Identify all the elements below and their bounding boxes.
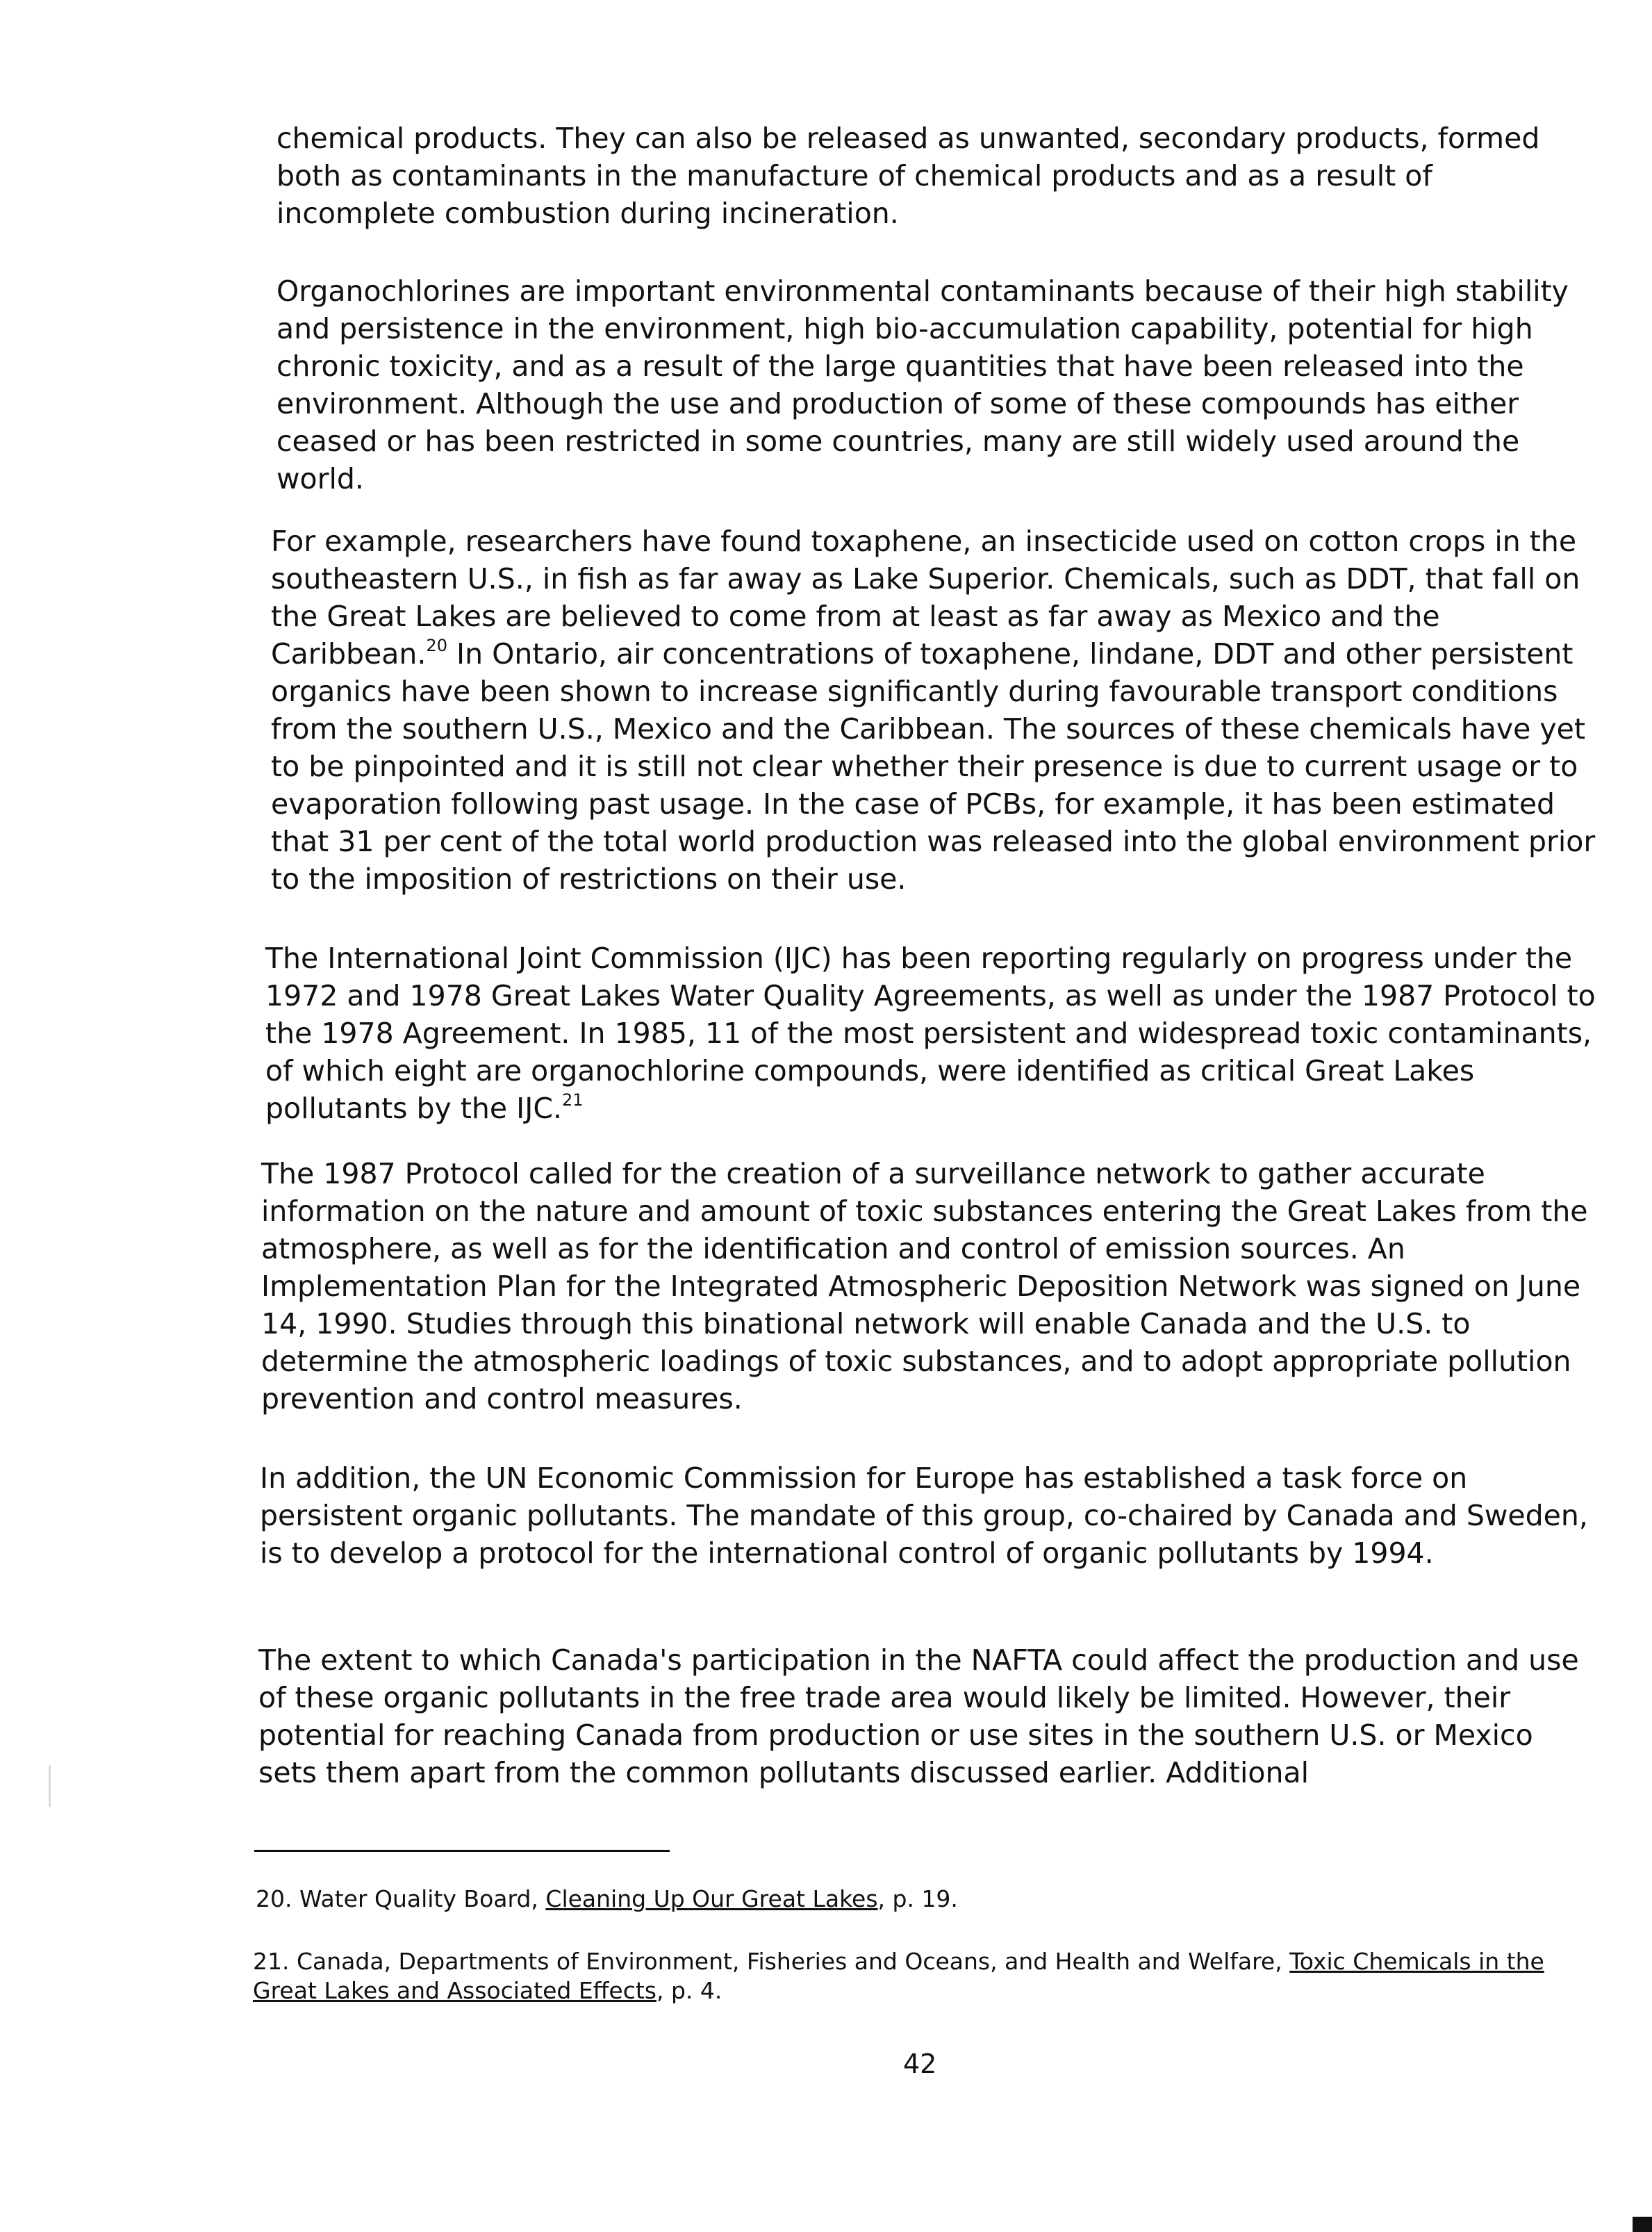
- footnote-20-number: 20.: [256, 1885, 292, 1912]
- paragraph-1: chemical products. They can also be released as unwanted, secondary products, formed both as contaminants in the manufacture of chemical products and as a result of incomplete combustion during incineration.: [276, 122, 1540, 230]
- paragraph-7: The extent to which Canada's participation in the NAFTA could affect the production and use of these organic pollutants in the free trade area would likely be limited. However, their potential for reaching Canada from production or use sites in the southern U.S. or Mexico sets them apart from the common pollutants discussed earlier. Additional: [258, 1643, 1579, 1789]
- scan-margin-speck: [49, 1765, 51, 1807]
- footnote-ref-21: 21: [562, 1090, 584, 1110]
- paragraph-5: The 1987 Protocol called for the creation of a surveillance network to gather accurate information on the nature and amount of toxic substances entering the Great Lakes from the atmosphere, as well as for the identification and control of emission sources. An Implementation Plan for the Integrated Atmospheric Deposition Network was signed on June 14, 1990. Studies through this binational network will enable Canada and the U.S. to determine the atmospheric loadings of toxic substances, and to adopt appropriate pollution prevention and control measures.: [261, 1157, 1588, 1415]
- footnote-21-title: Toxic Chemicals in the Great Lakes and Associated Effects: [253, 1948, 1544, 2004]
- footnote-ref-20: 20: [426, 636, 447, 655]
- footnote-20-tail: , p. 19.: [877, 1885, 958, 1912]
- footnote-21-tail: , p. 4.: [656, 1977, 722, 2004]
- footnote-divider: [254, 1850, 670, 1852]
- footnote-21-number: 21.: [253, 1948, 290, 1975]
- paragraph-4: [265, 939, 1606, 1127]
- page-number: 42: [903, 2049, 937, 2079]
- footnote-21-author: Canada, Departments of Environment, Fisheries and Oceans, and Health and Welfare,: [296, 1948, 1282, 1975]
- footnote-21: [253, 1947, 1601, 2005]
- scan-corner-mark: [1633, 2217, 1652, 2232]
- paragraph-3-part-2: In Ontario, air concentrations of toxaphene, lindane, DDT and other persistent organics have been shown to increase significantly during favourable transport conditions from the southern U.S., Mexico and the Caribbean. The sources of these chemicals have yet to be pinpointed and it is still not clear whether their presence is due to current usage or to evaporation following past usage. In the case of PCBs, for example, it has been estimated that 31 per cent of the total world production was released into the global environment prior to the imposition of restrictions on their use.: [271, 637, 1596, 896]
- paragraph-4-text: The International Joint Commission (IJC) has been reporting regularly on progress under the 1972 and 1978 Great Lakes Water Quality Agreements, as well as under the 1987 Protocol to the 1978 Agreement. In 1985, 11 of the most persistent and widespread toxic contaminants, of which eight are organochlorine compounds, were identified as critical Great Lakes pollutants by the IJC.: [265, 942, 1596, 1125]
- paragraph-2: Organochlorines are important environmental contaminants because of their high stability and persistence in the environment, high bio-accumulation capability, potential for high chronic toxicity, and as a result of the large quantities that have been released into the environment. Although the use and production of some of these compounds has either ceased or has been restricted in some countries, many are still widely used around the world.: [276, 274, 1569, 495]
- paragraph-3-part-1: For example, researchers have found toxaphene, an insecticide used on cotton crops in the southeastern U.S., in fish as far away as Lake Superior. Chemicals, such as DDT, that fall on the Great Lakes are believed to come from at least as far away as Mexico and the Caribbean.: [271, 525, 1580, 671]
- footnote-20-title: Cleaning Up Our Great Lakes: [545, 1885, 878, 1912]
- paragraph-6: In addition, the UN Economic Commission for Europe has established a task force on persistent organic pollutants. The mandate of this group, co-chaired by Canada and Sweden, is to develop a protocol for the international control of organic pollutants by 1994.: [260, 1461, 1588, 1570]
- paragraph-3: [271, 523, 1619, 898]
- footnote-20-author: Water Quality Board,: [299, 1885, 538, 1912]
- footnote-20: [256, 1885, 1576, 1914]
